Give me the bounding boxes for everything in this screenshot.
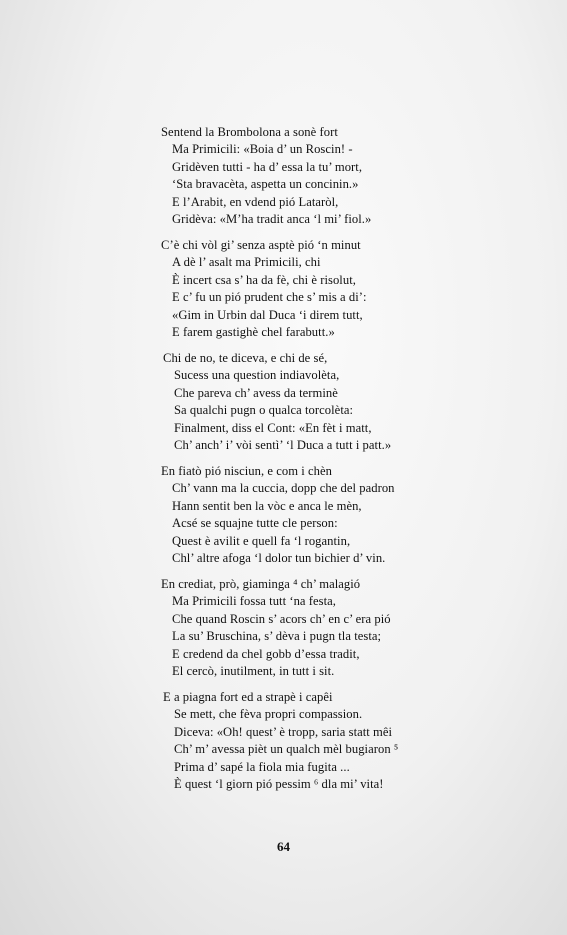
verse-line: En fiatò pió nisciun, e com i chèn (161, 464, 332, 478)
stanza-3 (163, 350, 391, 454)
verse-line: Sucess una question indiavolèta, (174, 368, 340, 383)
verse-line: Ch’ anch’ i’ vòi sentì’ ‘l Duca a tutt i patt.» (174, 438, 392, 453)
stanza-2 (161, 237, 367, 341)
verse-line: Che pareva ch’ avess da terminè (174, 385, 338, 400)
verse-line: È quest ‘l giorn pió pessim ⁶ dla mi’ vita! (174, 777, 384, 792)
verse-line: Prima d’ sapé la fiola mia fugita ... (174, 759, 350, 774)
verse-line: Finalment, diss el Cont: «En fèt i matt, (174, 420, 372, 435)
page-number: 64 (277, 839, 290, 854)
verse-line: Ch’ m’ avessa pièt un qualch mèl bugiaron ⁵ (174, 742, 399, 757)
verse-line: Sentend la Brombolona a sonè fort (161, 125, 338, 139)
verse-line: ‘Sta bravacèta, aspetta un concinin.» (172, 177, 359, 192)
verse-line: Se mett, che fèva propri compassion. (174, 707, 363, 722)
verse-line: A dè l’ asalt ma Primicili, chi (172, 255, 321, 270)
verse-line: «Gim in Urbin dal Duca ‘i direm tutt, (172, 307, 363, 322)
verse-line: Diceva: «Oh! quest’ è tropp, saria statt mêi (174, 724, 393, 739)
verse-line: E c’ fu un pió prudent che s’ mis a di’: (172, 290, 367, 305)
verse-line: Quest è avilit e quell fa ‘l rogantin, (172, 533, 351, 548)
stanza-5 (161, 576, 391, 680)
verse-line: Gridèva: «M’ha tradit anca ‘l mi’ fiol.» (172, 212, 372, 227)
verse-line: Ma Primicili fossa tutt ‘na festa, (172, 594, 336, 609)
verse-line: Acsé se squajne tutte cle person: (172, 516, 338, 531)
verse-line: È incert csa s’ ha da fè, chi è risolut, (172, 272, 356, 287)
verse-line: Chi de no, te diceva, e chi de sé, (163, 351, 328, 365)
verse-line: Ma Primicili: «Boia d’ un Roscin! - (172, 142, 353, 157)
verse-line: Hann sentit ben la vòc e anca le mèn, (172, 498, 362, 513)
verse-line: Ch’ vann ma la cuccia, dopp che del padron (172, 481, 395, 496)
verse-line: Chl’ altre afoga ‘l dolor tun bichier d’ vin. (172, 551, 386, 566)
stanza-1 (161, 124, 371, 228)
verse-line: Gridèven tutti - ha d’ essa la tu’ mort, (172, 159, 363, 174)
verse-line: E farem gastighè chel farabutt.» (172, 325, 335, 340)
verse-line: C’è chi vòl gi’ senza asptè pió ‘n minut (161, 238, 361, 252)
verse-line: La su’ Bruschina, s’ dèva i pugn tla testa; (172, 629, 382, 644)
verse-line: E a piagna fort ed a strapè i capêi (163, 690, 333, 704)
verse-line: E credend da chel gobb d’essa tradit, (172, 646, 360, 661)
verse-line: Che quand Roscin s’ acors ch’ en c’ era pió (172, 611, 391, 626)
verse-line: Sa qualchi pugn o qualca torcolèta: (174, 403, 354, 418)
stanza-4 (161, 463, 395, 567)
verse-line: E l’Arabit, en vdend pió Lataròl, (172, 194, 339, 209)
verse-line: En crediat, prò, giaminga ⁴ ch’ malagió (161, 577, 361, 591)
verse-line: El cercò, inutilment, in tutt i sit. (172, 664, 335, 679)
stanza-6 (163, 689, 398, 793)
